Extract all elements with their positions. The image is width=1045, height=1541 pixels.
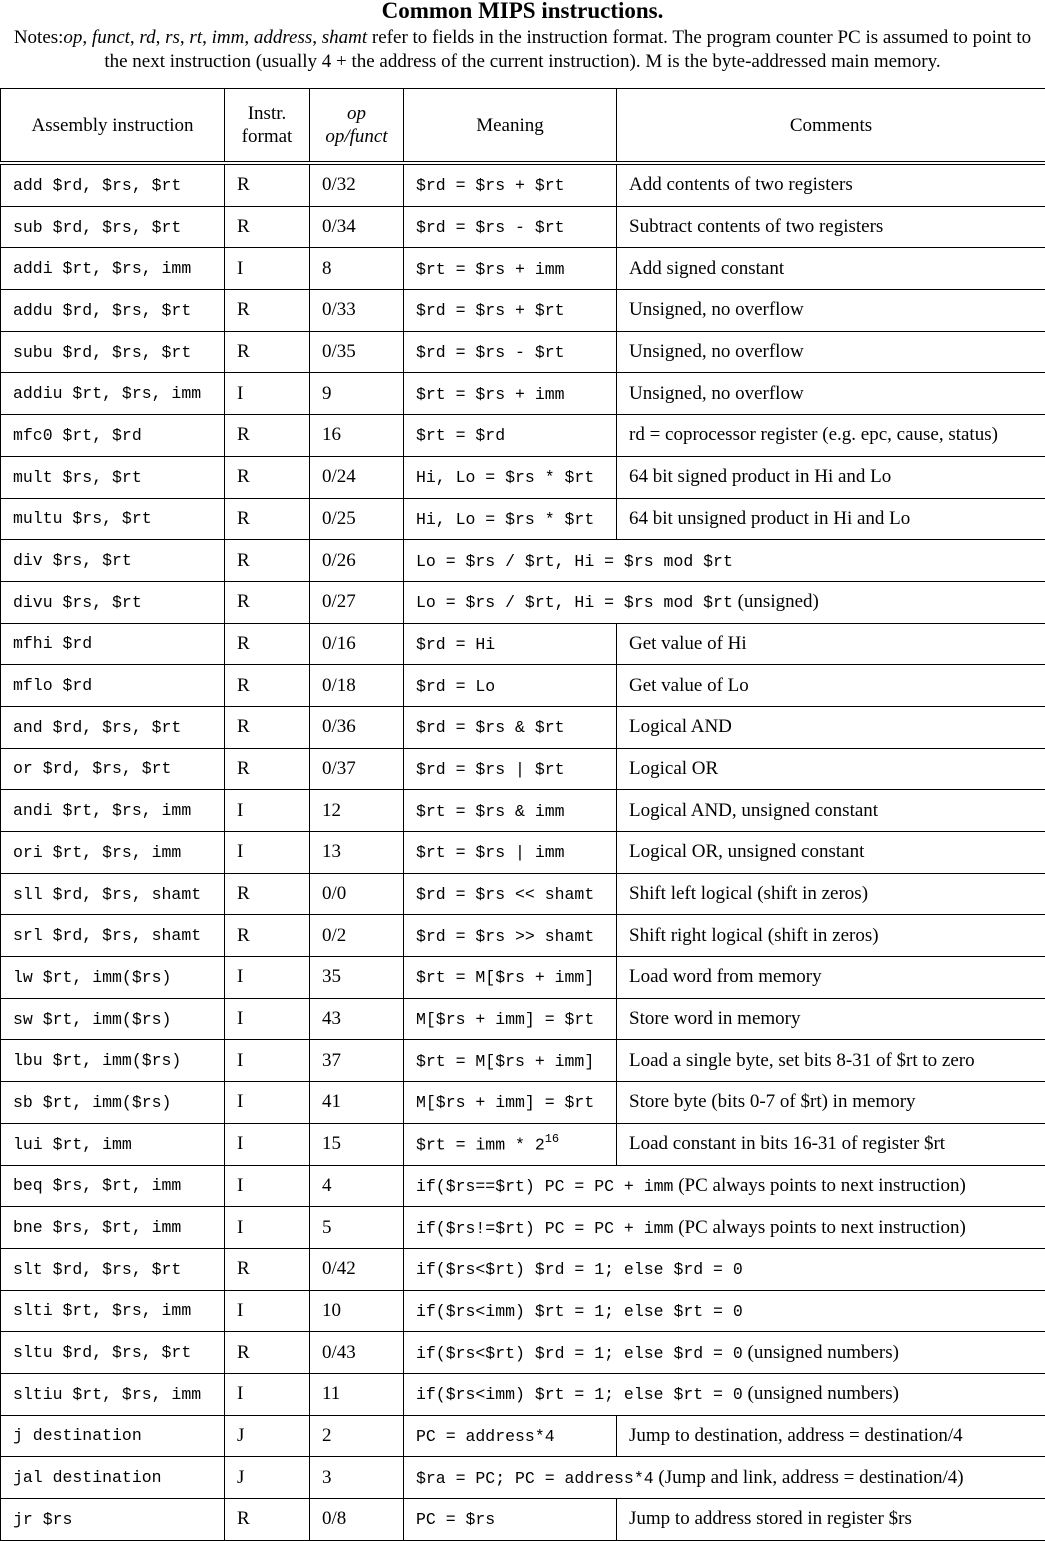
comment-cell: Store byte (bits 0-7 of $rt) in memory (617, 1082, 1045, 1124)
comment-text: (Jump and link, address = destination/4) (653, 1466, 964, 1488)
meaning-text: $rd = $rs | $rt (416, 759, 565, 779)
op-cell: 35 (310, 957, 404, 999)
comment-cell: Store word in memory (617, 998, 1045, 1040)
comment-text: (unsigned) (732, 591, 819, 613)
comment-cell: Jump to address stored in register $rs (617, 1499, 1045, 1541)
meaning-cell (404, 957, 617, 999)
op-cell: 3 (310, 1457, 404, 1499)
op-cell: 0/8 (310, 1499, 404, 1541)
table-row (1, 1248, 1045, 1290)
comment-text: (unsigned numbers) (742, 1341, 899, 1363)
format-cell: R (225, 665, 310, 707)
format-cell: I (225, 1207, 310, 1249)
format-cell: R (225, 540, 310, 582)
op-cell: 0/43 (310, 1332, 404, 1374)
format-cell: R (225, 415, 310, 457)
meaning-cell (404, 832, 617, 874)
assembly-cell: lbu $rt, imm($rs) (1, 1040, 225, 1082)
op-cell: 12 (310, 790, 404, 832)
op-cell: 9 (310, 373, 404, 415)
meaning-cell (404, 706, 617, 748)
meaning-text: Lo = $rs / $rt, Hi = $rs mod $rt (416, 551, 733, 571)
op-cell: 13 (310, 832, 404, 874)
assembly-cell: jal destination (1, 1457, 225, 1499)
format-cell: R (225, 873, 310, 915)
table-row (1, 248, 1045, 290)
meaning-cell (404, 1415, 617, 1457)
format-cell: I (225, 1082, 310, 1124)
meaning-cell (404, 1040, 617, 1082)
assembly-cell: sw $rt, imm($rs) (1, 998, 225, 1040)
comment-cell: Subtract contents of two registers (617, 206, 1045, 248)
meaning-text: Lo = $rs / $rt, Hi = $rs mod $rt (416, 593, 733, 613)
table-row (1, 957, 1045, 999)
meaning-cell (404, 206, 617, 248)
comment-cell: Logical AND, unsigned constant (617, 790, 1045, 832)
assembly-cell: ori $rt, $rs, imm (1, 832, 225, 874)
assembly-cell: addiu $rt, $rs, imm (1, 373, 225, 415)
table-row (1, 665, 1045, 707)
meaning-cell (404, 790, 617, 832)
meaning-cell (404, 1499, 617, 1541)
page-title: Common MIPS instructions. (381, 0, 664, 23)
format-cell: R (225, 581, 310, 623)
comment-cell: Get value of Lo (617, 665, 1045, 707)
assembly-cell: mfhi $rd (1, 623, 225, 665)
format-cell: R (225, 915, 310, 957)
assembly-cell: divu $rs, $rt (1, 581, 225, 623)
assembly-cell: j destination (1, 1415, 225, 1457)
meaning-cell (404, 373, 617, 415)
meaning-text: if($rs<$rt) $rd = 1; else $rd = 0 (416, 1343, 743, 1363)
table-row (1, 415, 1045, 457)
op-cell: 4 (310, 1165, 404, 1207)
assembly-cell: sub $rd, $rs, $rt (1, 206, 225, 248)
meaning-text: $rt = $rs + imm (416, 259, 565, 279)
comment-text: (PC always points to next instruction) (673, 1174, 966, 1196)
table-row (1, 331, 1045, 373)
table-row (1, 163, 1045, 206)
format-cell: R (225, 331, 310, 373)
op-cell: 2 (310, 1415, 404, 1457)
meaning-text: $rd = $rs << shamt (416, 885, 595, 905)
format-cell: I (225, 1040, 310, 1082)
op-cell: 15 (310, 1123, 404, 1165)
assembly-cell: bne $rs, $rt, imm (1, 1207, 225, 1249)
table-row (1, 1123, 1045, 1165)
assembly-cell: mult $rs, $rt (1, 456, 225, 498)
table-row (1, 1207, 1045, 1249)
assembly-cell: addu $rd, $rs, $rt (1, 290, 225, 332)
format-cell: I (225, 248, 310, 290)
format-cell: J (225, 1415, 310, 1457)
meaning-text: $rd = Lo (416, 676, 496, 696)
meaning-cell (404, 456, 617, 498)
meaning-text: if($rs==$rt) PC = PC + imm (416, 1176, 674, 1196)
meaning-text: $rt = $rs | imm (416, 843, 565, 863)
format-cell: R (225, 706, 310, 748)
table-row (1, 581, 1045, 623)
format-cell: I (225, 1123, 310, 1165)
meaning-cell (404, 248, 617, 290)
op-cell: 0/37 (310, 748, 404, 790)
format-cell: R (225, 623, 310, 665)
meaning-text: $rt = $rs + imm (416, 384, 565, 404)
assembly-cell: sltu $rd, $rs, $rt (1, 1332, 225, 1374)
format-cell: R (225, 1248, 310, 1290)
op-cell: 0/2 (310, 915, 404, 957)
comment-cell: Unsigned, no overflow (617, 290, 1045, 332)
assembly-cell: jr $rs (1, 1499, 225, 1541)
format-cell: I (225, 998, 310, 1040)
table-header-row (1, 89, 1045, 164)
meaning-cell (404, 290, 617, 332)
meaning-cell (404, 998, 617, 1040)
meaning-text: PC = address*4 (416, 1426, 555, 1446)
format-cell: R (225, 206, 310, 248)
format-cell: I (225, 373, 310, 415)
op-cell: 8 (310, 248, 404, 290)
comment-cell: 64 bit unsigned product in Hi and Lo (617, 498, 1045, 540)
assembly-cell: and $rd, $rs, $rt (1, 706, 225, 748)
table-row (1, 623, 1045, 665)
assembly-cell: sltiu $rt, $rs, imm (1, 1373, 225, 1415)
assembly-cell: multu $rs, $rt (1, 498, 225, 540)
op-cell: 43 (310, 998, 404, 1040)
meaning-cell (404, 498, 617, 540)
op-cell: 41 (310, 1082, 404, 1124)
op-cell: 0/33 (310, 290, 404, 332)
comment-cell: Unsigned, no overflow (617, 373, 1045, 415)
op-cell: 16 (310, 415, 404, 457)
table-row (1, 790, 1045, 832)
op-cell: 0/18 (310, 665, 404, 707)
comment-cell: 64 bit signed product in Hi and Lo (617, 456, 1045, 498)
meaning-text: $rd = $rs & $rt (416, 718, 565, 738)
op-cell: 0/34 (310, 206, 404, 248)
meaning-text: $rd = Hi (416, 634, 496, 654)
table-row (1, 373, 1045, 415)
meaning-text: Hi, Lo = $rs * $rt (416, 509, 595, 529)
meaning-cell (404, 873, 617, 915)
op-cell: 0/25 (310, 498, 404, 540)
op-cell: 5 (310, 1207, 404, 1249)
table-row (1, 873, 1045, 915)
comment-cell: Add signed constant (617, 248, 1045, 290)
table-row (1, 1457, 1045, 1499)
assembly-cell: mfc0 $rt, $rd (1, 415, 225, 457)
format-cell: I (225, 1290, 310, 1332)
meaning-text: M[$rs + imm] = $rt (416, 1093, 595, 1113)
assembly-cell: div $rs, $rt (1, 540, 225, 582)
meaning-text: $rt = imm * 2 (416, 1135, 545, 1155)
comment-cell: rd = coprocessor register (e.g. epc, cause, status) (617, 415, 1045, 457)
assembly-cell: add $rd, $rs, $rt (1, 163, 225, 206)
meaning-text: if($rs<imm) $rt = 1; else $rt = 0 (416, 1301, 743, 1321)
comment-cell: Logical OR (617, 748, 1045, 790)
table-row (1, 206, 1045, 248)
table-row (1, 1499, 1045, 1541)
meaning-cell (404, 1457, 1045, 1499)
meaning-cell (404, 415, 617, 457)
assembly-cell: mflo $rd (1, 665, 225, 707)
comment-cell: Logical OR, unsigned constant (617, 832, 1045, 874)
op-cell: 0/27 (310, 581, 404, 623)
table-row (1, 1040, 1045, 1082)
format-cell: R (225, 1499, 310, 1541)
table-row (1, 706, 1045, 748)
meaning-cell (404, 665, 617, 707)
op-cell: 0/35 (310, 331, 404, 373)
table-row (1, 832, 1045, 874)
meaning-cell (404, 581, 1045, 623)
assembly-cell: slti $rt, $rs, imm (1, 1290, 225, 1332)
assembly-cell: sll $rd, $rs, shamt (1, 873, 225, 915)
comment-text: (PC always points to next instruction) (673, 1216, 966, 1238)
comment-cell: Shift right logical (shift in zeros) (617, 915, 1045, 957)
table-row (1, 1290, 1045, 1332)
table-row (1, 498, 1045, 540)
notes-fields: op, funct, rd, rs, rt, imm, address, shamt (63, 27, 368, 48)
comment-cell: Logical AND (617, 706, 1045, 748)
op-cell: 0/36 (310, 706, 404, 748)
meaning-text: if($rs!=$rt) PC = PC + imm (416, 1218, 674, 1238)
header-meaning: Meaning (404, 89, 617, 164)
mips-instruction-table (0, 88, 1045, 1541)
assembly-cell: subu $rd, $rs, $rt (1, 331, 225, 373)
op-cell: 0/42 (310, 1248, 404, 1290)
meaning-cell (404, 1207, 1045, 1249)
assembly-cell: slt $rd, $rs, $rt (1, 1248, 225, 1290)
meaning-cell (404, 915, 617, 957)
meaning-cell (404, 163, 617, 206)
table-row (1, 1332, 1045, 1374)
comment-cell: Load word from memory (617, 957, 1045, 999)
meaning-cell (404, 1082, 617, 1124)
meaning-text: $rt = M[$rs + imm] (416, 968, 595, 988)
format-cell: R (225, 456, 310, 498)
header-comments: Comments (617, 89, 1045, 164)
table-row (1, 1165, 1045, 1207)
meaning-cell (404, 1165, 1045, 1207)
meaning-text: $ra = PC; PC = address*4 (416, 1468, 654, 1488)
meaning-text: $rd = $rs >> shamt (416, 926, 595, 946)
meaning-cell (404, 540, 1045, 582)
meaning-text: $rd = $rs - $rt (416, 218, 565, 238)
assembly-cell: or $rd, $rs, $rt (1, 748, 225, 790)
format-cell: J (225, 1457, 310, 1499)
format-cell: R (225, 1332, 310, 1374)
meaning-cell (404, 1373, 1045, 1415)
format-cell: I (225, 957, 310, 999)
meaning-cell (404, 1123, 617, 1165)
assembly-cell: addi $rt, $rs, imm (1, 248, 225, 290)
assembly-cell: lw $rt, imm($rs) (1, 957, 225, 999)
meaning-text: Hi, Lo = $rs * $rt (416, 468, 595, 488)
meaning-cell (404, 748, 617, 790)
meaning-cell (404, 331, 617, 373)
notes-paragraph (0, 26, 1045, 74)
meaning-text: $rt = $rd (416, 426, 506, 446)
meaning-text: $rd = $rs + $rt (416, 301, 565, 321)
assembly-cell: beq $rs, $rt, imm (1, 1165, 225, 1207)
assembly-cell: srl $rd, $rs, shamt (1, 915, 225, 957)
op-cell: 0/32 (310, 163, 404, 206)
table-row (1, 1415, 1045, 1457)
table-row (1, 290, 1045, 332)
table-row (1, 998, 1045, 1040)
table-row (1, 540, 1045, 582)
format-cell: R (225, 163, 310, 206)
meaning-text: $rt = M[$rs + imm] (416, 1051, 595, 1071)
comment-cell: Get value of Hi (617, 623, 1045, 665)
table-row (1, 456, 1045, 498)
comment-cell: Shift left logical (shift in zeros) (617, 873, 1045, 915)
op-cell: 0/26 (310, 540, 404, 582)
format-cell: I (225, 832, 310, 874)
comment-cell: Unsigned, no overflow (617, 331, 1045, 373)
meaning-exponent: 16 (544, 1132, 560, 1147)
op-cell: 11 (310, 1373, 404, 1415)
table-row (1, 915, 1045, 957)
op-cell: 0/24 (310, 456, 404, 498)
op-cell: 0/16 (310, 623, 404, 665)
table-row (1, 1082, 1045, 1124)
comment-cell: Load constant in bits 16-31 of register $rt (617, 1123, 1045, 1165)
assembly-cell: sb $rt, imm($rs) (1, 1082, 225, 1124)
meaning-text: $rd = $rs - $rt (416, 343, 565, 363)
format-cell: R (225, 498, 310, 540)
meaning-text: if($rs<$rt) $rd = 1; else $rd = 0 (416, 1260, 743, 1280)
op-cell: 37 (310, 1040, 404, 1082)
meaning-cell (404, 1332, 1045, 1374)
notes-text: refer to fields in the instruction format. The program counter PC is assumed to point to the next instruction (usually 4 + the address of the current instruction). M is the byte-addressed main memory. (104, 27, 1032, 72)
comment-cell: Jump to destination, address = destination/4 (617, 1415, 1045, 1457)
assembly-cell: lui $rt, imm (1, 1123, 225, 1165)
assembly-cell: andi $rt, $rs, imm (1, 790, 225, 832)
comment-cell: Add contents of two registers (617, 163, 1045, 206)
op-cell: 10 (310, 1290, 404, 1332)
format-cell: R (225, 290, 310, 332)
meaning-cell (404, 1248, 1045, 1290)
format-cell: I (225, 1165, 310, 1207)
header-format: Instr. format (225, 89, 310, 164)
meaning-text: M[$rs + imm] = $rt (416, 1010, 595, 1030)
meaning-text: PC = $rs (416, 1510, 496, 1530)
meaning-cell (404, 623, 617, 665)
meaning-text: $rt = $rs & imm (416, 801, 565, 821)
op-cell: 0/0 (310, 873, 404, 915)
meaning-text: if($rs<imm) $rt = 1; else $rt = 0 (416, 1385, 743, 1405)
format-cell: I (225, 1373, 310, 1415)
table-row (1, 1373, 1045, 1415)
comment-text: (unsigned numbers) (742, 1383, 899, 1405)
meaning-cell (404, 1290, 1045, 1332)
format-cell: R (225, 748, 310, 790)
format-cell: I (225, 790, 310, 832)
header-assembly: Assembly instruction (1, 89, 225, 164)
comment-cell: Load a single byte, set bits 8-31 of $rt to zero (617, 1040, 1045, 1082)
header-op: op op/funct (310, 89, 404, 164)
meaning-text: $rd = $rs + $rt (416, 176, 565, 196)
notes-prefix: Notes: (13, 27, 64, 48)
table-row (1, 748, 1045, 790)
